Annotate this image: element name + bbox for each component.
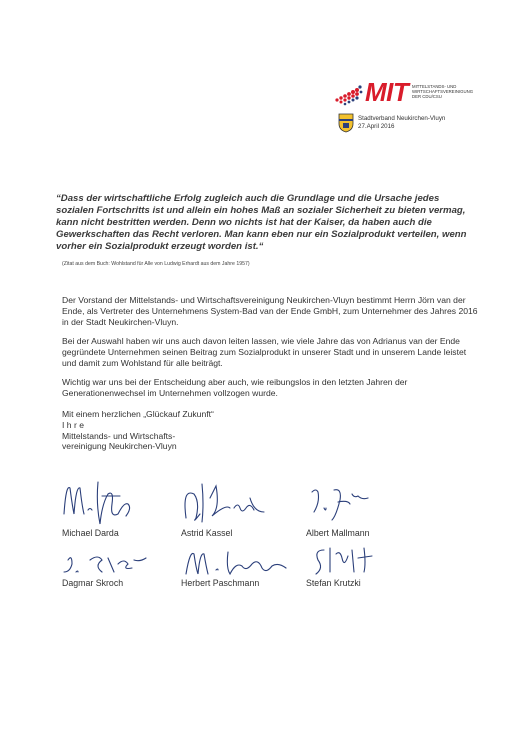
mit-subline-1: MITTELSTANDS- UND <box>412 84 457 89</box>
paragraph-2: Bei der Auswahl haben wir uns auch davon leiten lassen, wie viele Jahre das von Adrianus van der Ende gegründete Unternehmen seinen Beitrag zum Sozialprodukt in unserer Stadt und in unserem Lande leistet und damit zum Wohlstand für alle beiträgt. <box>62 336 467 368</box>
quote-source: (Zitat aus dem Buch: Wohlstand für Alle von Ludwig Erhardt aus dem Jahre 1957) <box>62 261 250 267</box>
mit-subline-3: DER CDU/CSU <box>412 94 442 100</box>
signature-albert-mallmann <box>308 486 378 531</box>
quote-text: “Dass der wirtschaftliche Erfolg zugleich auch die Grundlage und die Ursache jedes sozialen Fortschritts ist und allein ein hohes Maß an sozialer Sicherheit zu bieten vermag, kann nicht bestritten werden. Denn wo nichts ist hat der Kaiser, da haben auch die Gewerkschaften das Recht verloren. Man kann eben nur ein Sozialprodukt verteilen, wenn vorher ein Sozialprodukt erzeugt worden ist.“ <box>56 193 467 252</box>
closing-block <box>62 409 214 452</box>
closing-greeting: Mit einem herzlichen „Glückauf Zukunft“ <box>62 409 214 419</box>
paragraph-1: Der Vorstand der Mittelstands- und Wirtschaftsvereinigung Neukirchen-Vluyn bestimmt Herrn Jörn van der Ende, als Vertreter des Unternehmens System-Bad van der Ende GmbH, zum Unternehmer des Jahres 2016 in der Stadt Neukirchen-Vluyn. <box>62 295 478 327</box>
crest-caption-line-1: Stadtverband Neukirchen-Vluyn <box>358 115 446 122</box>
crest-caption-date: 27.April 2016 <box>358 122 395 130</box>
city-crest-icon <box>338 113 354 133</box>
mit-subline-2: WIRTSCHAFTSVEREINIGUNG <box>412 89 474 95</box>
closing-org-line-2: vereinigung Neukirchen-Vluyn <box>62 441 177 452</box>
crest-caption <box>358 115 445 130</box>
signatory-name-herbert-paschmann: Herbert Paschmann <box>181 578 260 588</box>
signatory-name-astrid-kassel: Astrid Kassel <box>181 528 233 538</box>
mit-subline <box>412 84 487 100</box>
mit-dots-icon <box>333 82 363 106</box>
signature-astrid-kassel <box>180 478 270 533</box>
signatory-name-dagmar-skroch: Dagmar Skroch <box>62 578 124 588</box>
signatory-name-michael-darda: Michael Darda <box>62 528 119 538</box>
mit-brand-text: MIT <box>365 77 409 107</box>
signatory-name-albert-mallmann: Albert Mallmann <box>306 528 370 538</box>
paragraph-3: Wichtig war uns bei der Entscheidung aber auch, wie reibungslos in den letzten Jahren der Generationenwechsel im Unternehmen vollzogen wurde. <box>62 377 408 398</box>
mit-logo <box>333 78 483 138</box>
closing-org-line-1: Mittelstands- und Wirtschafts- <box>62 430 176 441</box>
signatory-name-stefan-krutzki: Stefan Krutzki <box>306 578 361 588</box>
closing-ihre: I h r e <box>62 419 84 430</box>
